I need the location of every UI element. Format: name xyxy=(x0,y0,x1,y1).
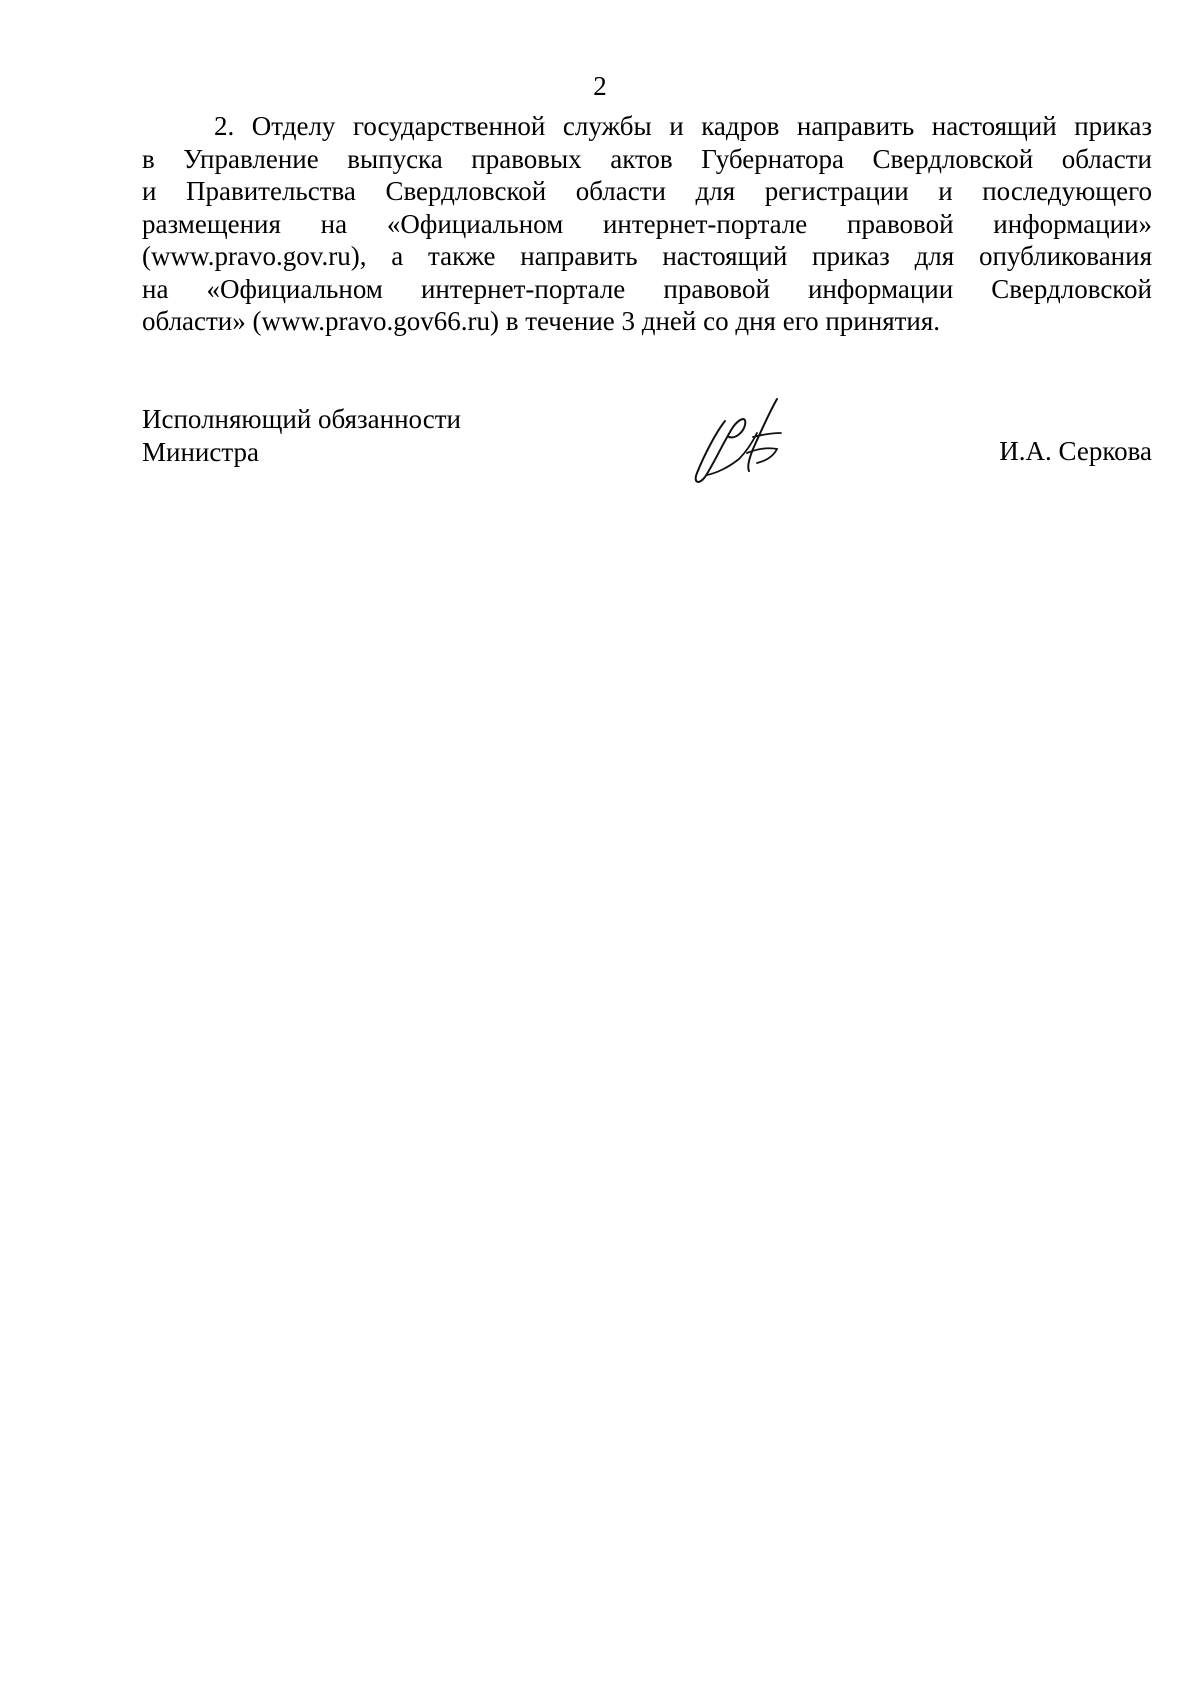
signature-block xyxy=(142,403,1152,493)
paragraph-line: 2. Отделу государственной службы и кадров направить настоящий приказ xyxy=(214,111,1152,141)
signatory-position-line: Министра xyxy=(142,436,259,467)
signatory-name: И.А. Серкова xyxy=(999,436,1152,466)
paragraph-line: области» (www.pravo.gov66.ru) в течение 3 дней со дня его принятия. xyxy=(142,306,941,336)
page-number: 2 xyxy=(593,71,607,101)
signatory-position-line: Исполняющий обязанности xyxy=(142,404,461,434)
paragraph-line: на «Официальном интернет-портале правовой информации Свердловской xyxy=(142,273,1152,304)
handwritten-signature-icon xyxy=(687,391,797,491)
paragraph-line: размещения на «Официальном интернет-портале правовой информации» xyxy=(142,208,1152,239)
paragraph-line: в Управление выпуска правовых актов Губернатора Свердловской области xyxy=(142,143,1152,174)
signatory-position xyxy=(142,403,461,468)
paragraph-2 xyxy=(142,110,1152,338)
paragraph-line: (www.pravo.gov.ru), а также направить настоящий приказ для опубликования xyxy=(142,241,1152,271)
paragraph-line: и Правительства Свердловской области для регистрации и последующего xyxy=(142,176,1152,206)
